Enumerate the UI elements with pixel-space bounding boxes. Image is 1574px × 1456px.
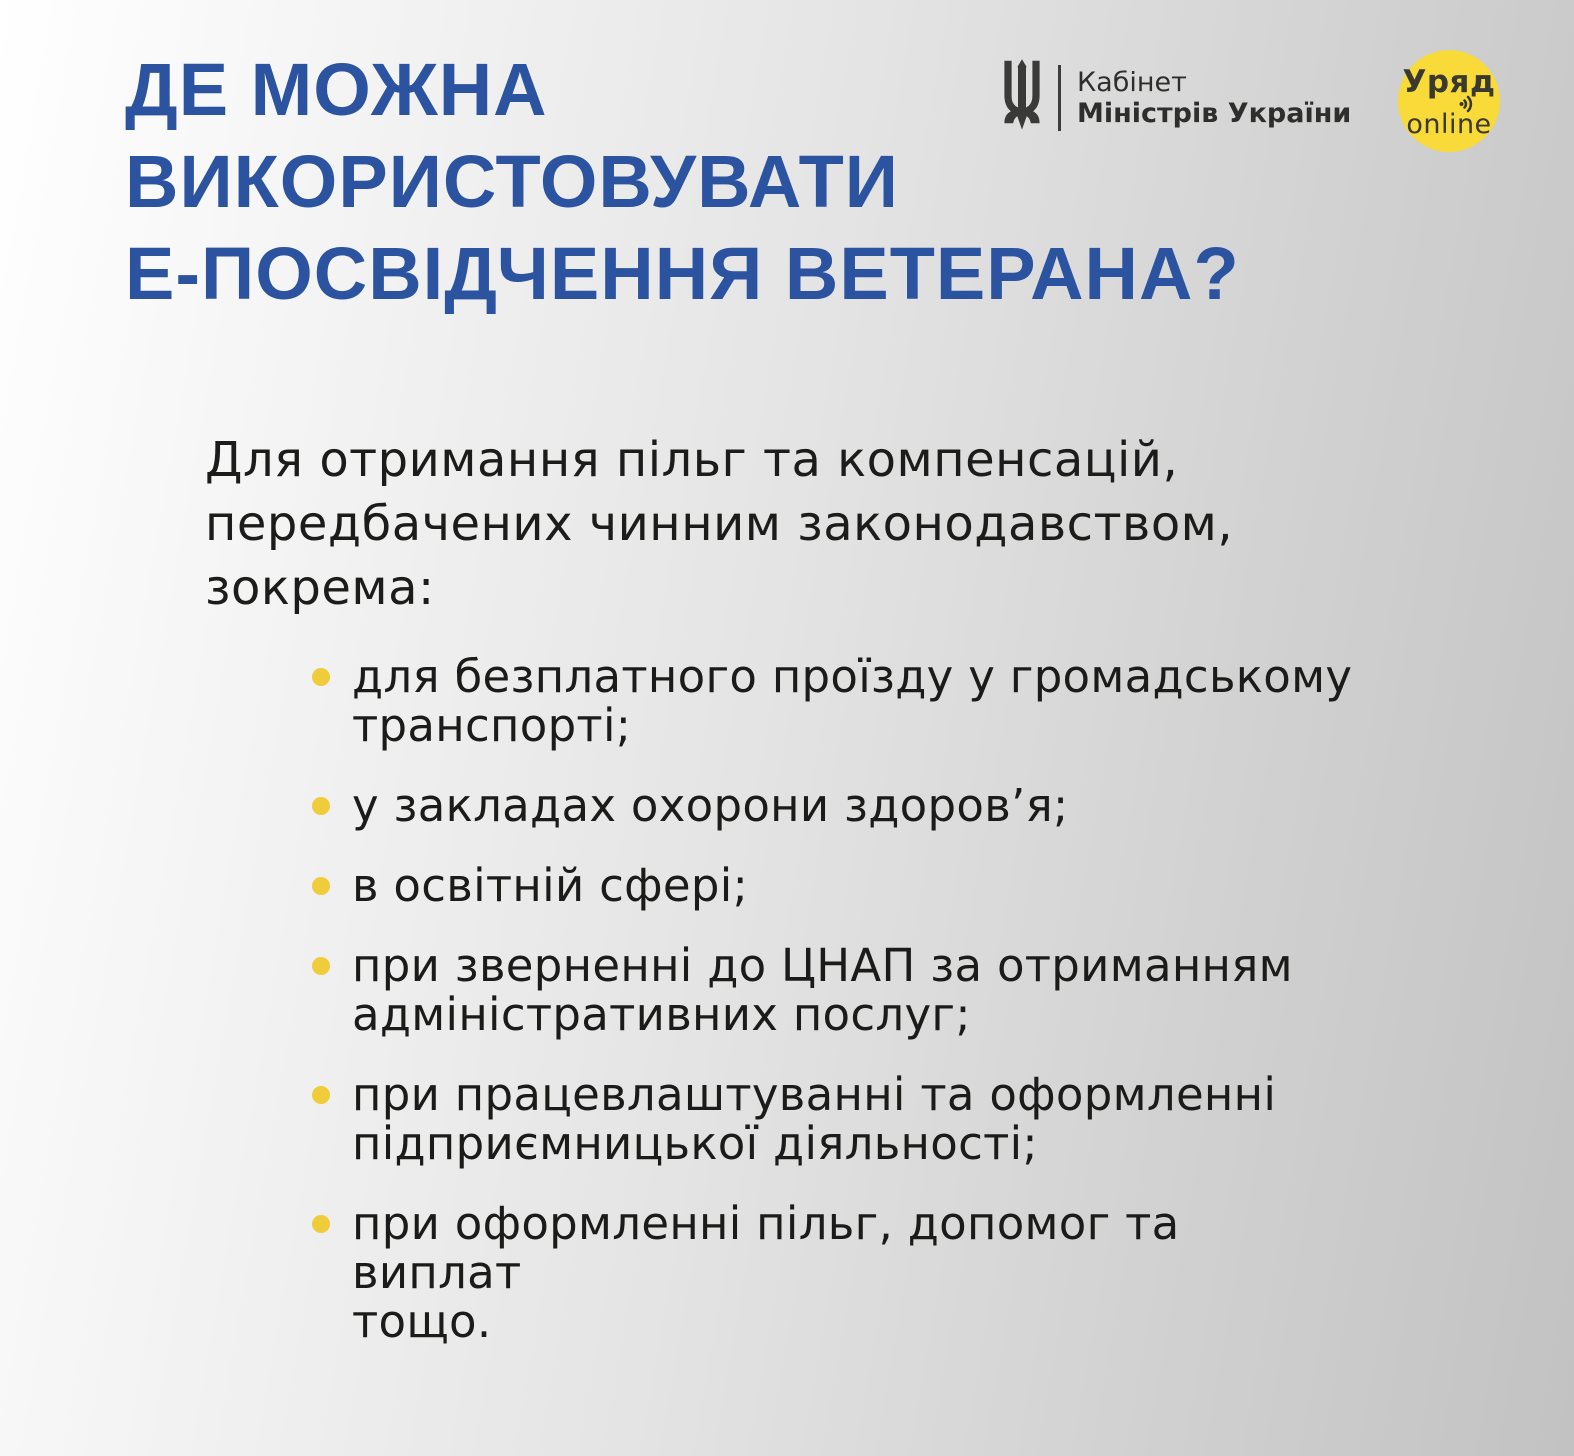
- title-line-2: ВИКОРИСТОВУВАТИ: [125, 140, 899, 223]
- bullet-line: при оформленні пільг, допомог та виплат: [352, 1197, 1180, 1299]
- cabinet-label-line-2: Міністрів України: [1077, 98, 1352, 129]
- cabinet-ministers-logo: [998, 58, 1351, 138]
- intro-line-3: зокрема:: [205, 560, 435, 616]
- intro-line-1: Для отримання пільг та компенсацій,: [205, 432, 1179, 488]
- list-item: [312, 1070, 1362, 1168]
- list-item: [312, 652, 1362, 750]
- intro-line-2: передбачених чинним законодавством,: [205, 496, 1234, 552]
- bullet-dot-icon: [312, 797, 330, 815]
- bullet-line: у закладах охорони здоров’я;: [352, 779, 1069, 832]
- title-line-1: ДЕ МОЖНА: [125, 48, 548, 131]
- bullet-line: при зверненні до ЦНАП за отриманням: [352, 939, 1293, 992]
- logo-divider: [1058, 65, 1061, 131]
- bullet-line: адміністративних послуг;: [352, 988, 971, 1041]
- list-item: [312, 861, 1362, 910]
- bullet-dot-icon: [312, 1215, 330, 1233]
- title-line-3: Е-ПОСВІДЧЕННЯ ВЕТЕРАНА?: [125, 232, 1240, 315]
- cabinet-label-line-1: Кабінет: [1077, 67, 1187, 98]
- wifi-signal-icon: [1454, 92, 1482, 116]
- ukraine-trident-icon: [998, 58, 1046, 138]
- list-item: [312, 941, 1362, 1039]
- bullet-line: при працевлаштуванні та оформленні: [352, 1068, 1277, 1121]
- bullet-dot-icon: [312, 1086, 330, 1104]
- uryad-online-badge: [1398, 50, 1500, 152]
- bullet-line: тощо.: [352, 1295, 492, 1348]
- bullet-line: транспорті;: [352, 699, 632, 752]
- bullet-line: в освітній сфері;: [352, 859, 749, 912]
- intro-paragraph: [205, 428, 1233, 620]
- bullet-list: [312, 652, 1362, 1377]
- bullet-dot-icon: [312, 957, 330, 975]
- list-item: [312, 1199, 1362, 1346]
- bullet-dot-icon: [312, 877, 330, 895]
- bullet-line: підприємницької діяльності;: [352, 1117, 1038, 1170]
- list-item: [312, 781, 1362, 830]
- bullet-line: для безплатного проїзду у громадському: [352, 650, 1353, 703]
- bullet-dot-icon: [312, 668, 330, 686]
- badge-label-bottom: online: [1406, 109, 1492, 140]
- badge-label-top: Уряд: [1402, 64, 1496, 100]
